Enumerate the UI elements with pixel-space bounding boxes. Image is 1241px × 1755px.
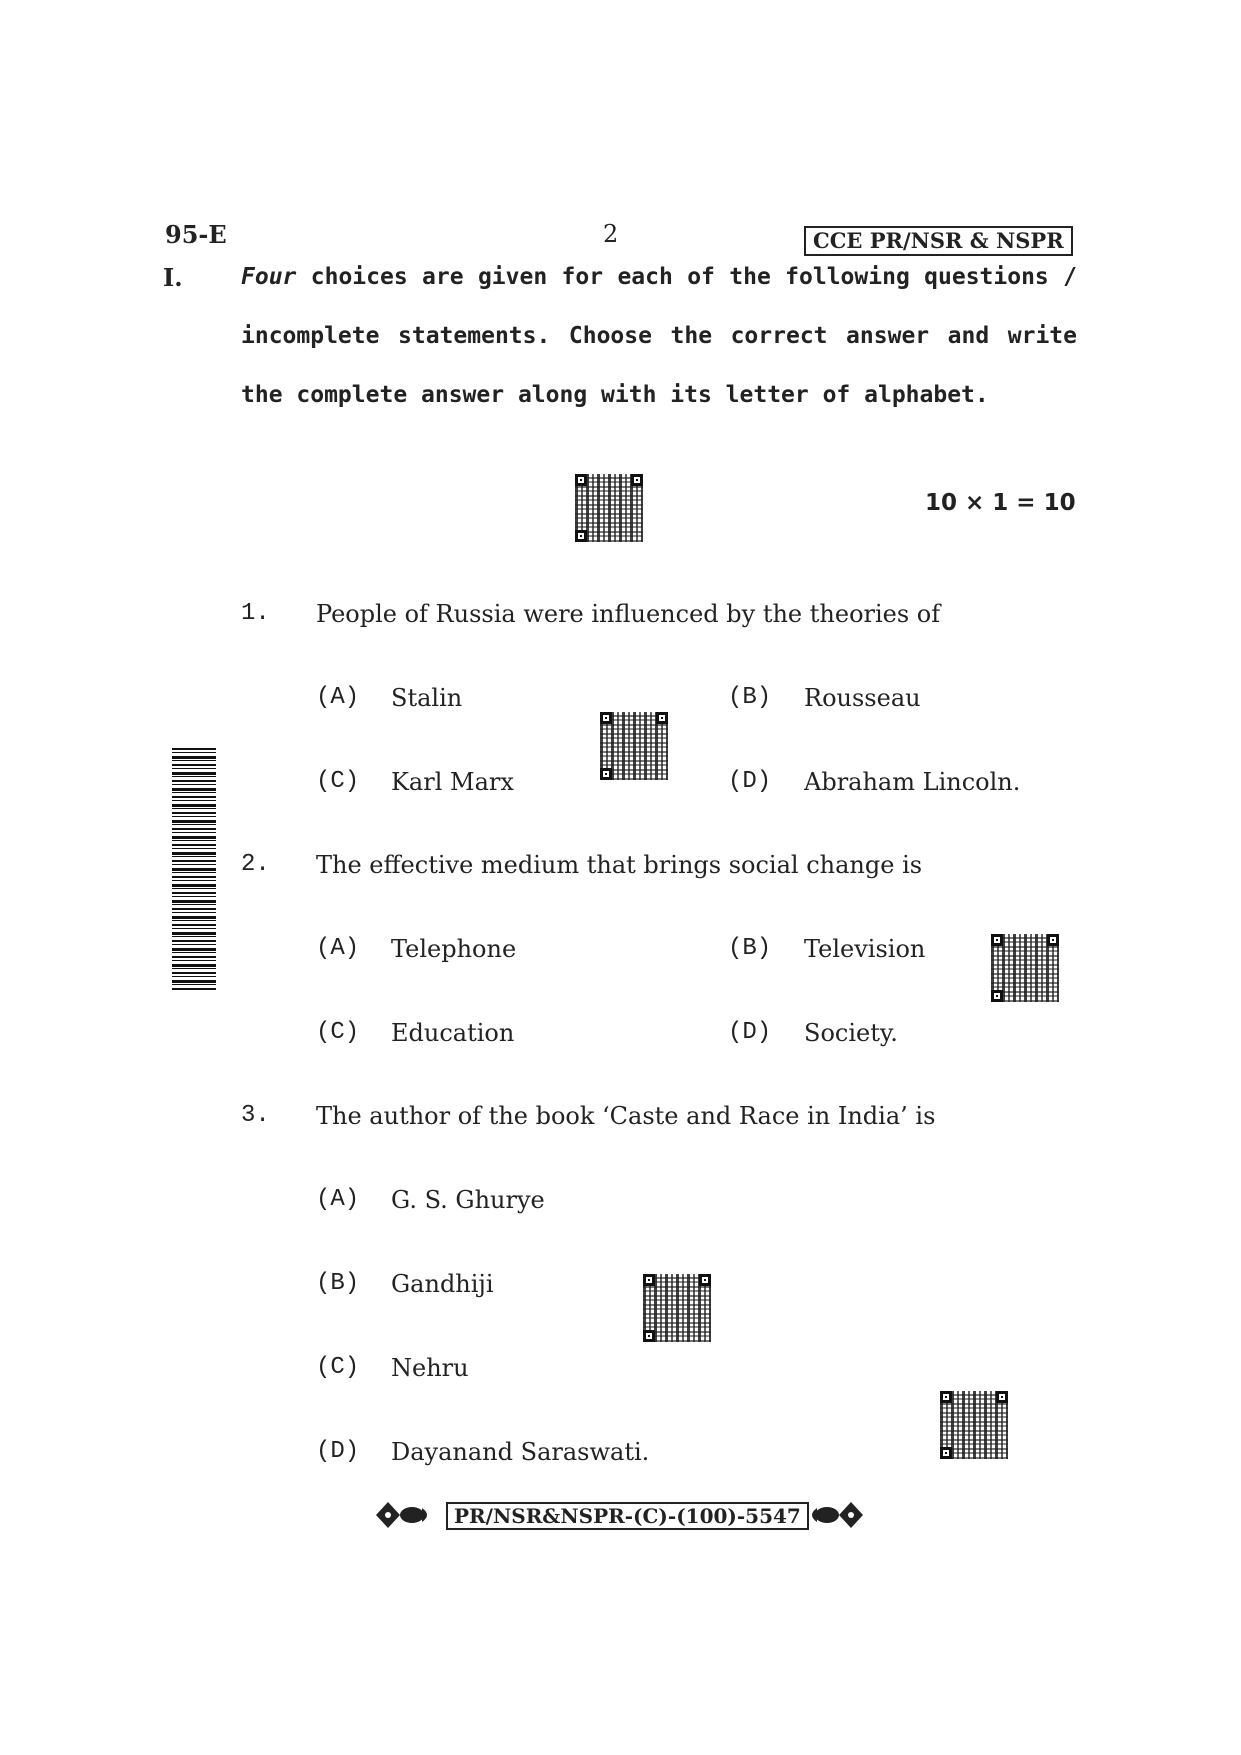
- question-3-option-a-text: G. S. Ghurye: [391, 1186, 545, 1214]
- question-3-option-a-label: (A): [316, 1186, 360, 1213]
- question-3-option-c-label: (C): [316, 1354, 360, 1381]
- qr-code-icon: [643, 1274, 711, 1342]
- barcode-icon: [172, 748, 216, 990]
- question-1-option-b-text: Rousseau: [804, 684, 921, 712]
- question-1-option-c-text: Karl Marx: [391, 768, 514, 796]
- question-3-text: The author of the book ‘Caste and Race in India’ is: [316, 1102, 936, 1130]
- qr-code-icon: [991, 934, 1059, 1002]
- question-3-number: 3.: [241, 1102, 270, 1129]
- question-2-option-d-text: Society.: [804, 1019, 898, 1047]
- question-2-option-c-text: Education: [391, 1019, 515, 1047]
- question-1-number: 1.: [241, 600, 270, 627]
- question-2-option-c-label: (C): [316, 1019, 360, 1046]
- footer-code-box: PR/NSR&NSPR-(C)-(100)-5547: [446, 1502, 809, 1530]
- marks-scheme: 10 × 1 = 10: [925, 490, 1076, 516]
- qr-code-icon: [600, 712, 668, 780]
- question-2-option-b-label: (B): [728, 935, 772, 962]
- question-1-option-d-text: Abraham Lincoln.: [804, 768, 1021, 796]
- question-2-option-a-text: Telephone: [391, 935, 517, 963]
- paper-code: 95-E: [165, 220, 227, 249]
- instruction-line-2: incomplete statements. Choose the correct answer and write: [241, 323, 1077, 349]
- exam-code-box: CCE PR/NSR & NSPR: [804, 226, 1073, 256]
- question-1-text: People of Russia were influenced by the theories of: [316, 600, 941, 628]
- question-1-option-b-label: (B): [728, 684, 772, 711]
- question-1-option-a-label: (A): [316, 684, 360, 711]
- instruction-emphasis: Four: [241, 264, 297, 290]
- question-3-option-b-text: Gandhiji: [391, 1270, 494, 1298]
- question-1-option-c-label: (C): [316, 768, 360, 795]
- left-ornament-icon: [374, 1498, 434, 1532]
- question-1-option-d-label: (D): [728, 768, 772, 795]
- question-2-text: The effective medium that brings social change is: [316, 851, 923, 879]
- question-3-option-c-text: Nehru: [391, 1354, 469, 1382]
- question-2-option-a-label: (A): [316, 935, 360, 962]
- question-2-number: 2.: [241, 851, 270, 878]
- qr-code-icon: [575, 474, 643, 542]
- question-3-option-d-text: Dayanand Saraswati.: [391, 1438, 650, 1466]
- right-ornament-icon: [805, 1498, 865, 1532]
- question-3-option-b-label: (B): [316, 1270, 360, 1297]
- question-3-option-d-label: (D): [316, 1438, 360, 1465]
- question-2-option-b-text: Television: [804, 935, 926, 963]
- question-2-option-d-label: (D): [728, 1019, 772, 1046]
- instruction-line-3: the complete answer along with its letter of alphabet.: [241, 382, 989, 408]
- qr-code-icon: [940, 1391, 1008, 1459]
- question-1-option-a-text: Stalin: [391, 684, 463, 712]
- page-number: 2: [603, 220, 619, 248]
- section-number: I.: [163, 263, 183, 292]
- instruction-line-1-text: choices are given for each of the following questions /: [310, 264, 1077, 290]
- instruction-line-1: [241, 262, 1077, 292]
